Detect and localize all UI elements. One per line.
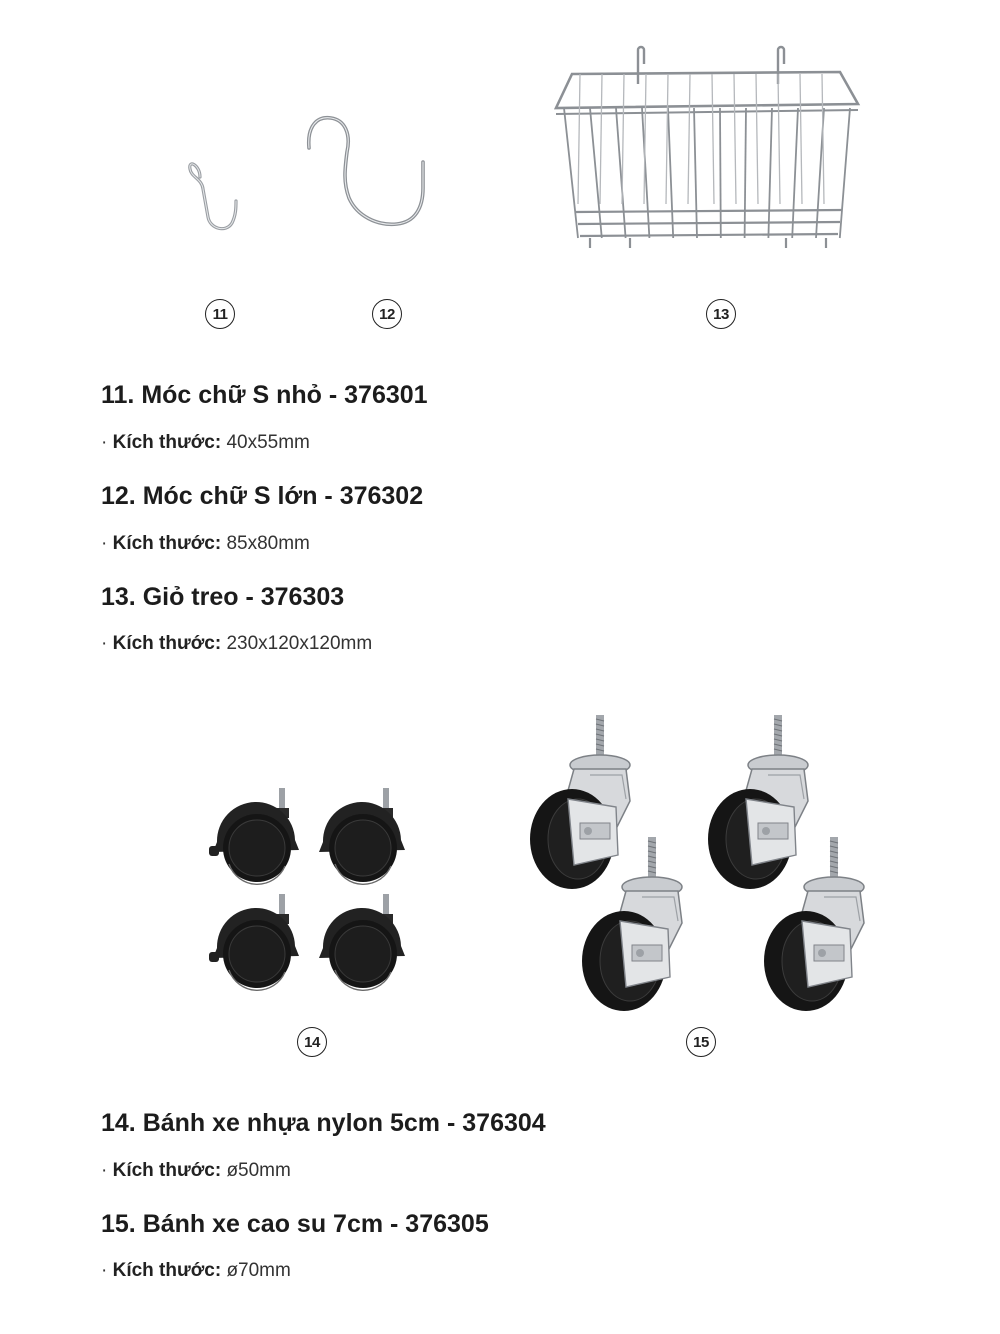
nylon-caster-icon: [319, 788, 405, 884]
nylon-caster-icon: [209, 894, 299, 990]
caster-stem: [279, 894, 285, 914]
product-spec-15: [101, 1260, 291, 1282]
spec-label: Kích thước:: [112, 1260, 222, 1281]
basket-wire: [668, 108, 673, 238]
caster-wheel-face: [335, 926, 391, 982]
basket-wire: [616, 108, 626, 238]
basket-wire: [768, 108, 772, 238]
product-title-14: 14. Bánh xe nhựa nylon 5cm - 376304: [101, 1109, 546, 1137]
caster-axle: [584, 827, 592, 835]
basket-back-wire: [578, 74, 580, 204]
badge-13: 13: [706, 299, 736, 329]
spec-value: 85x80mm: [226, 533, 310, 554]
product-title-12: 12. Móc chữ S lớn - 376302: [101, 482, 424, 510]
bullet: ·: [101, 432, 108, 453]
basket-back-wire: [600, 74, 602, 204]
basket-back-wire: [800, 74, 802, 204]
hook-left-icon: [638, 47, 644, 84]
nylon-caster-icon: [319, 894, 405, 990]
badge-11: 11: [205, 299, 235, 329]
product-title-11: 11. Móc chữ S nhỏ - 376301: [101, 381, 428, 409]
basket-back-wire: [688, 74, 690, 204]
caster-wheel-face: [335, 820, 391, 876]
caster-axle: [818, 949, 826, 957]
basket-rail: [580, 234, 838, 236]
caster-axle: [636, 949, 644, 957]
basket-rail: [578, 222, 840, 224]
s-hook-large-image: [305, 112, 435, 232]
basket-wire: [840, 108, 850, 238]
basket-wire: [745, 108, 746, 238]
caster-wheel-face: [229, 926, 285, 982]
spec-value: ø50mm: [226, 1160, 291, 1181]
bullet: ·: [101, 533, 108, 554]
badge-15: 15: [686, 1027, 716, 1057]
bullet: ·: [101, 633, 108, 654]
product-spec-14: [101, 1160, 291, 1182]
caster-brake: [209, 952, 219, 962]
rubber-casters-image: [500, 705, 880, 1025]
basket-back-wire: [756, 74, 758, 204]
basket-back-wire: [666, 74, 668, 204]
rubber-caster-icon: [708, 715, 808, 889]
hook-right-icon: [778, 47, 784, 84]
spec-label: Kích thước:: [112, 533, 222, 554]
basket-wire: [792, 108, 798, 238]
spec-label: Kích thước:: [112, 633, 222, 654]
rubber-caster-icon: [530, 715, 630, 889]
caster-brake: [209, 846, 219, 856]
basket-back-wire: [622, 74, 624, 204]
spec-value: ø70mm: [226, 1260, 291, 1281]
badge-14: 14: [297, 1027, 327, 1057]
basket-back-wire: [712, 74, 714, 204]
basket-back-wire: [778, 74, 780, 204]
wire-basket-image: [550, 44, 870, 254]
spec-label: Kích thước:: [112, 432, 222, 453]
badge-12: 12: [372, 299, 402, 329]
product-title-13: 13. Giỏ treo - 376303: [101, 583, 345, 611]
caster-stem: [279, 788, 285, 808]
s-hook-small-image: [186, 155, 246, 235]
basket-wire: [694, 108, 697, 238]
bullet: ·: [101, 1260, 108, 1281]
product-spec-11: [101, 432, 310, 454]
caster-axle: [762, 827, 770, 835]
spec-label: Kích thước:: [112, 1160, 222, 1181]
caster-stem: [383, 788, 389, 808]
caster-wheel-face: [229, 820, 285, 876]
product-title-15: 15. Bánh xe cao su 7cm - 376305: [101, 1210, 489, 1238]
spec-value: 230x120x120mm: [226, 633, 373, 654]
basket-wire: [564, 108, 578, 238]
basket-wire: [720, 108, 721, 238]
product-spec-12: [101, 533, 310, 555]
caster-stem: [383, 894, 389, 914]
basket-rail: [576, 210, 842, 212]
nylon-caster-icon: [209, 788, 299, 884]
basket-back-wire: [734, 74, 736, 204]
spec-value: 40x55mm: [226, 432, 310, 453]
product-spec-13: [101, 633, 372, 655]
bullet: ·: [101, 1160, 108, 1181]
nylon-casters-image: [205, 780, 425, 1020]
